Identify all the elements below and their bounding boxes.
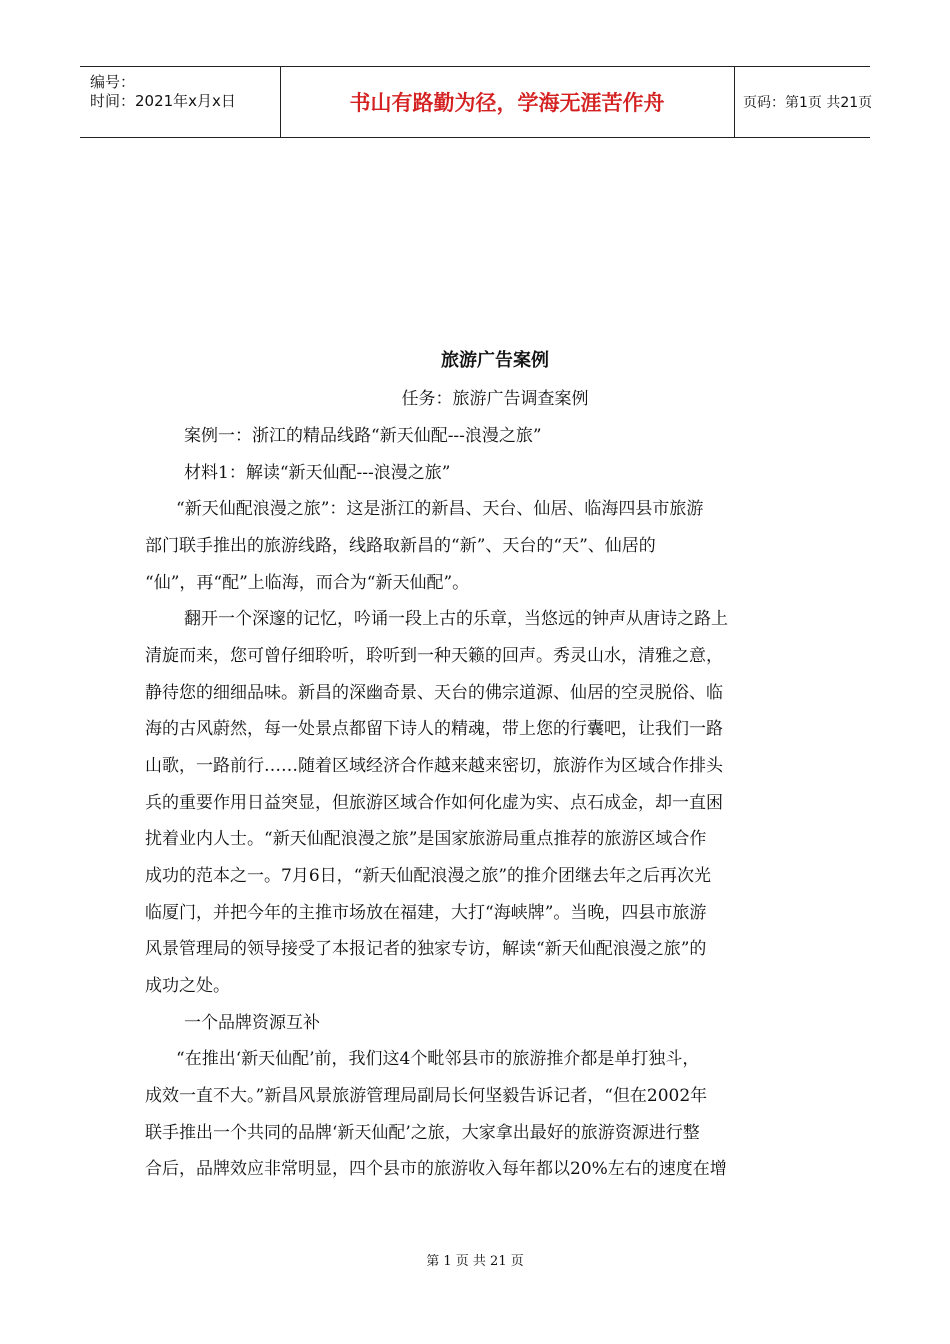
body-line: “在推出‘新天仙配’前，我们这4个毗邻县市的旅游推介都是单打独斗， <box>176 1049 700 1069</box>
document-title: 旅游广告案例 <box>441 350 549 371</box>
header-left-cell <box>80 67 281 137</box>
body-line: “新天仙配浪漫之旅”：这是浙江的新昌、天台、仙居、临海四县市旅游 <box>176 499 704 519</box>
header-motto-cell <box>280 67 735 137</box>
body-line: 兵的重要作用日益突显，但旅游区域合作如何化虚为实、点石成金，却一直困 <box>145 793 723 813</box>
document-subtitle: 任务：旅游广告调查案例 <box>401 389 589 409</box>
body-line: 成效一直不大。”新昌风景旅游管理局副局长何坚毅告诉记者，“但在2002年 <box>145 1086 708 1106</box>
page-info: 页码：第1页 共21页 <box>743 95 873 111</box>
body-line: 风景管理局的领导接受了本报记者的独家专访，解读“新天仙配浪漫之旅”的 <box>145 939 707 959</box>
body-line: 翻开一个深邃的记忆，吟诵一段上古的乐章，当悠远的钟声从唐诗之路上 <box>184 609 728 629</box>
body-line: 案例一：浙江的精品线路“新天仙配---浪漫之旅” <box>184 426 542 446</box>
body-line: 清旋而来，您可曾仔细聆听，聆听到一种天籁的回声。秀灵山水，清雅之意， <box>145 646 723 666</box>
body-line: 静待您的细细品味。新昌的深幽奇景、天台的佛宗道源、仙居的空灵脱俗、临 <box>145 683 723 703</box>
section-heading: 一个品牌资源互补 <box>184 1013 320 1033</box>
body-line: 临厦门，并把今年的主推市场放在福建，大打“海峡牌”。当晚，四县市旅游 <box>145 903 707 923</box>
body-line: 材料1：解读“新天仙配---浪漫之旅” <box>184 463 451 483</box>
body-line: 部门联手推出的旅游线路，线路取新昌的“新”、天台的“天”、仙居的 <box>145 536 656 556</box>
number-label: 编号： <box>90 73 136 91</box>
motto-text: 书山有路勤为径，学海无涯苦作舟 <box>349 91 665 115</box>
page-footer: 第 1 页 共 21 页 <box>426 1254 524 1269</box>
date-label: 时间：2021年x月x日 <box>90 92 236 110</box>
body-line: 合后，品牌效应非常明显，四个县市的旅游收入每年都以20%左右的速度在增 <box>145 1159 727 1179</box>
body-line: 海的古风蔚然，每一处景点都留下诗人的精魂，带上您的行囊吧，让我们一路 <box>145 719 723 739</box>
body-line: 成功的范本之一。7月6日，“新天仙配浪漫之旅”的推介团继去年之后再次光 <box>145 866 712 886</box>
body-line: “仙”，再“配”上临海，而合为“新天仙配”。 <box>145 573 470 593</box>
body-line: 扰着业内人士。“新天仙配浪漫之旅”是国家旅游局重点推荐的旅游区域合作 <box>145 829 707 849</box>
header-table <box>80 66 873 138</box>
body-line: 山歌，一路前行……随着区域经济合作越来越来密切，旅游作为区域合作排头 <box>145 756 723 776</box>
body-line: 成功之处。 <box>145 976 230 996</box>
body-line: 联手推出一个共同的品牌‘新天仙配’之旅，大家拿出最好的旅游资源进行整 <box>145 1123 700 1143</box>
